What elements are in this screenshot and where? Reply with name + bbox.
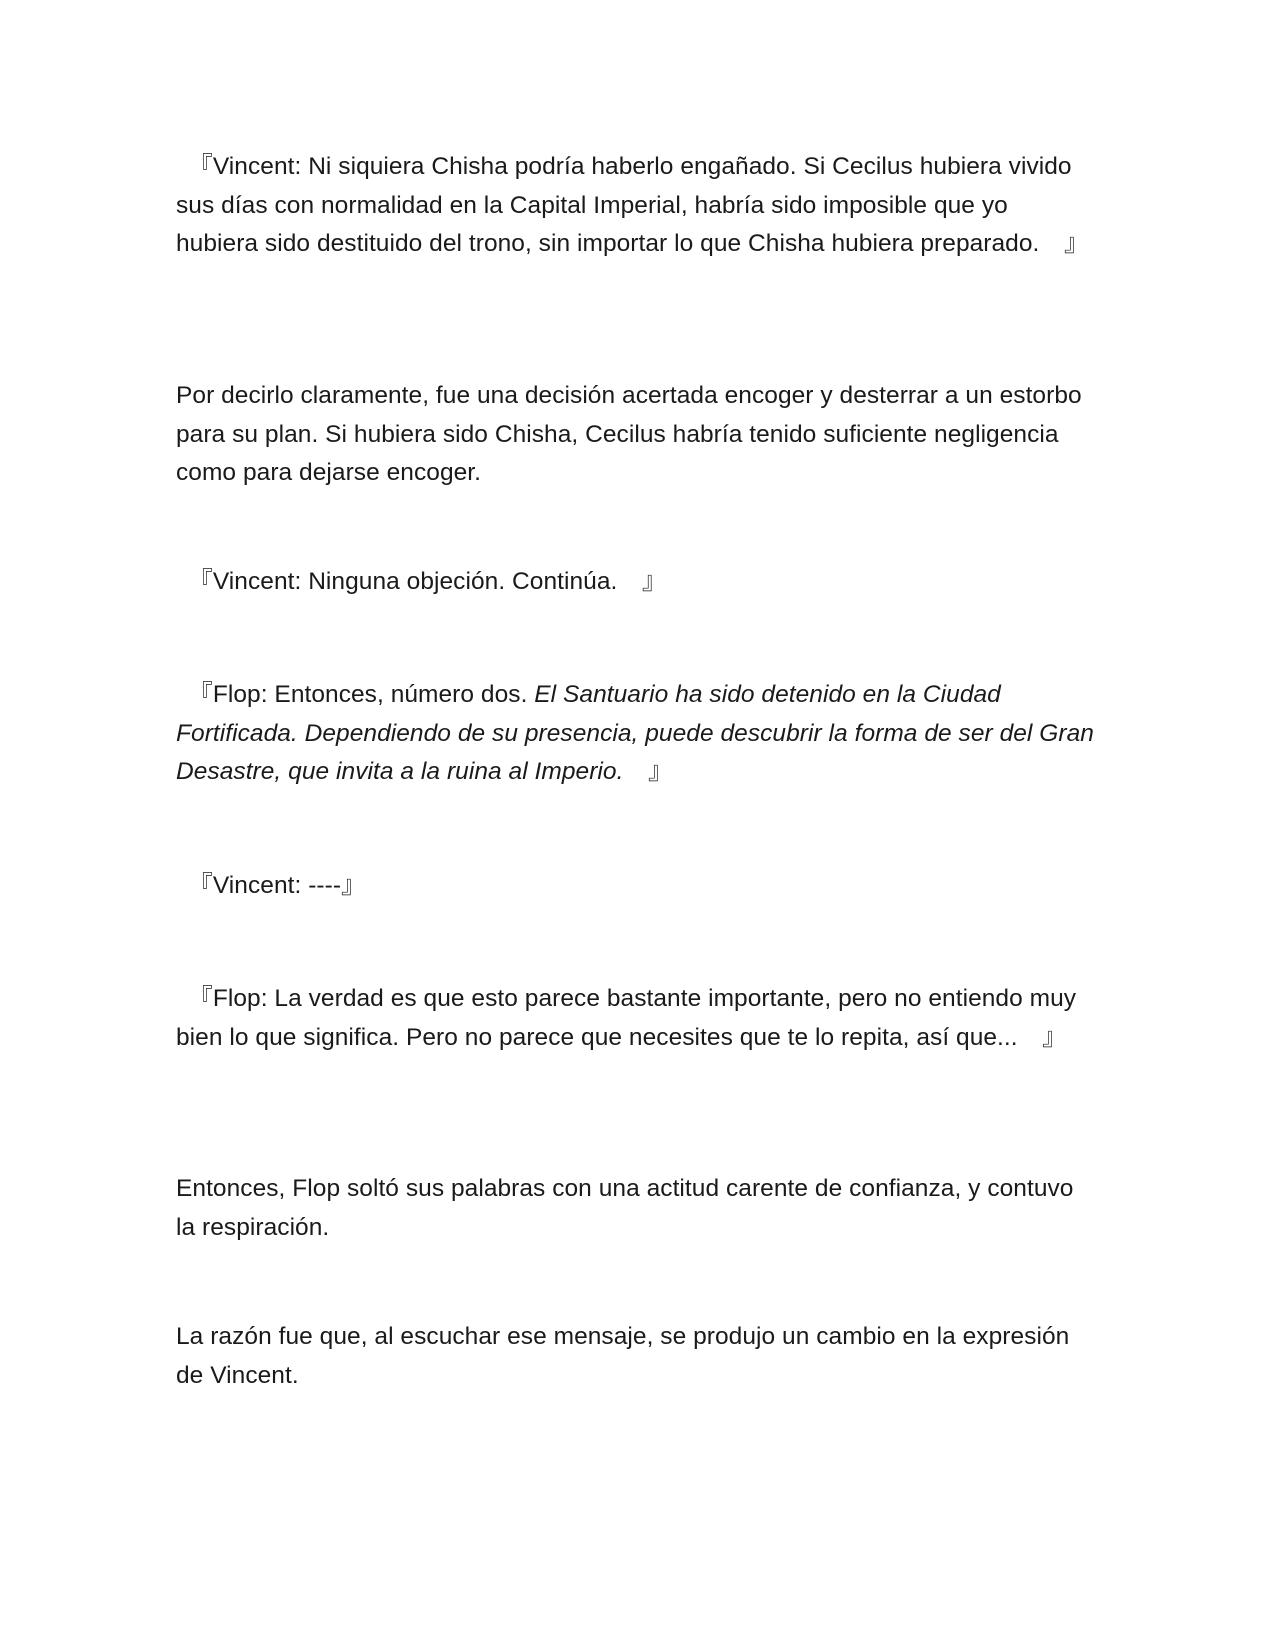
paragraph-vincent-dialogue-3: 『Vincent: ----』 [176, 872, 366, 899]
paragraph-narration-1: Por decirlo claramente, fue una decisión acertada encoger y desterrar a un estorbo para su plan. Si hubiera sido Chisha, Cecilus habría tenido suficiente negligencia como para dejarse encoger. [176, 382, 1082, 486]
paragraph-narration-2: Entonces, Flop soltó sus palabras con una actitud carente de confianza, y contuvo la respiración. [176, 1175, 1074, 1241]
paragraph-vincent-dialogue-1: 『Vincent: Ni siquiera Chisha podría haberlo engañado. Si Cecilus hubiera vivido sus días con normalidad en la Capital Imperial, habría sido imposible que yo hubiera sido destituido del trono, sin importar lo que Chisha hubiera preparado. 』 [176, 153, 1089, 257]
paragraph-flop-dialogue-2: 『Flop: La verdad es que esto parece bastante importante, pero no entiendo muy bien lo que significa. Pero no parece que necesites que te lo repita, así que... 』 [176, 985, 1077, 1051]
paragraph-vincent-dialogue-2: 『Vincent: Ninguna objeción. Continúa. 』 [176, 568, 667, 595]
flop-dialogue-italic-message: El Santuario ha sido detenido en la Ciudad Fortificada. Dependiendo de su presencia, puede descubrir la forma de ser del Gran Desastre, que invita a la ruina al Imperio. [176, 681, 1094, 785]
paragraph-flop-dialogue-1 [176, 676, 1096, 792]
flop-dialogue-lead: 『Flop: Entonces, número dos. [176, 681, 535, 708]
paragraph-narration-3: La razón fue que, al escuchar ese mensaje, se produjo un cambio en la expresión de Vincent. [176, 1323, 1070, 1389]
flop-dialogue-tail: 』 [623, 758, 673, 785]
